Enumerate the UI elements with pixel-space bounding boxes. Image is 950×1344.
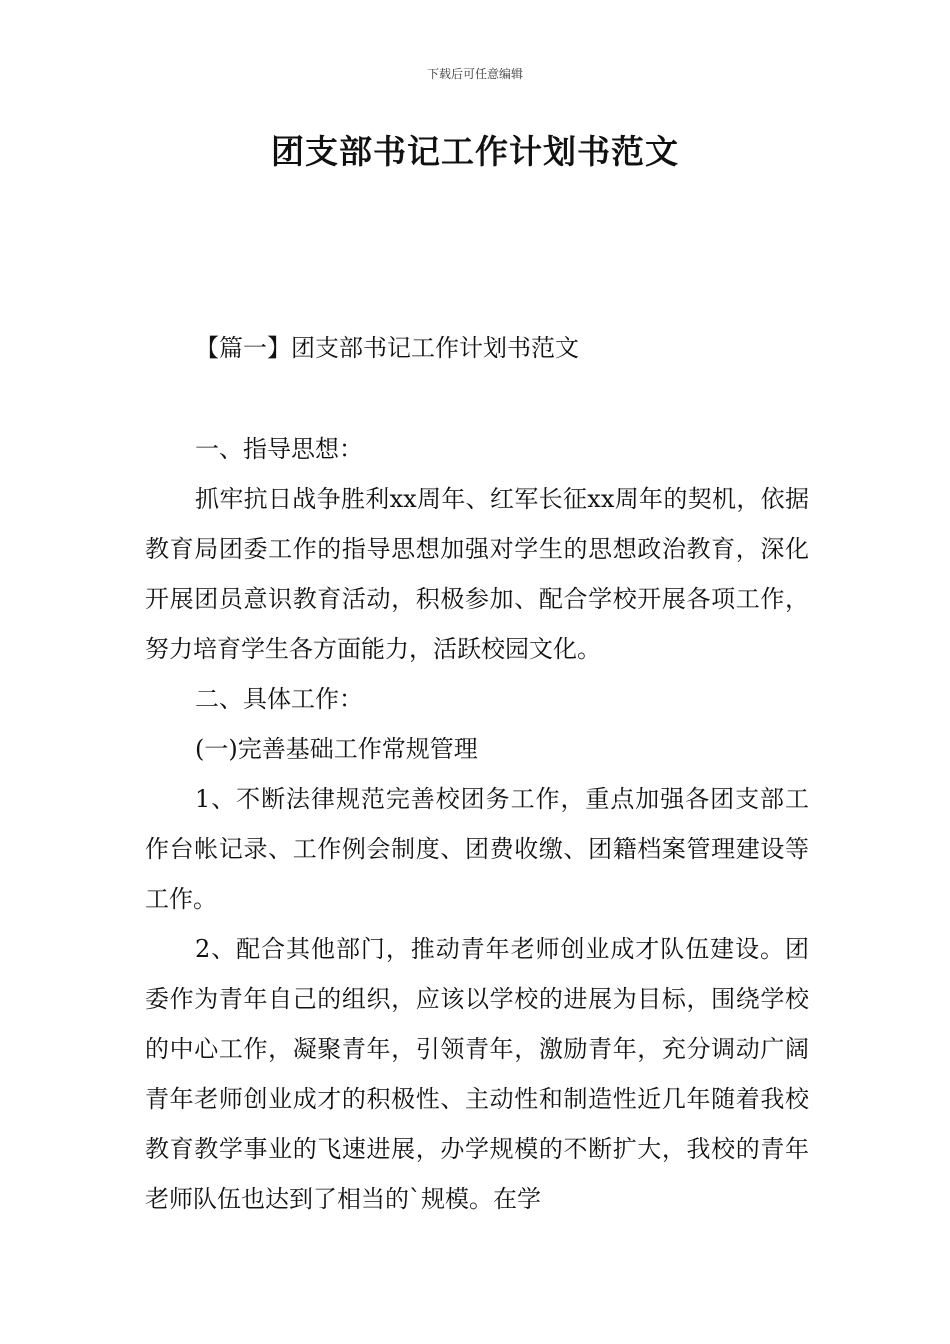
document-body (145, 424, 809, 1224)
section-heading: 【篇一】团支部书记工作计划书范文 (195, 334, 579, 362)
header-note: 下载后可任意编辑 (426, 67, 523, 81)
heading-guiding-thought: 一、指导思想： (195, 435, 363, 463)
document-title: 团支部书记工作计划书范文 (271, 132, 679, 171)
paragraph-item-1: 1、不断法律规范完善校团务工作，重点加强各团支部工作台帐记录、工作例会制度、团费收缴、团籍档案管理建设等工作。 (145, 785, 809, 913)
subheading-basic-work: (一)完善基础工作常规管理 (195, 735, 478, 763)
paragraph-guiding-thought: 抓牢抗日战争胜利xx周年、红军长征xx周年的契机，依据教育局团委工作的指导思想加强对学生的思想政治教育，深化开展团员意识教育活动，积极参加、配合学校开展各项工作，努力培育学生各方面能力，活跃校园文化。 (145, 485, 809, 663)
paragraph-item-2: 2、配合其他部门，推动青年老师创业成才队伍建设。团委作为青年自己的组织，应该以学校的进展为目标，围绕学校的中心工作，凝聚青年，引领青年，激励青年，充分调动广阔青年老师创业成才的积极性、主动性和制造性近几年随着我校教育教学事业的飞速进展，办学规模的不断扩大，我校的青年老师队伍也达到了相当的`规模。在学 (145, 935, 809, 1213)
heading-specific-work: 二、具体工作： (195, 685, 363, 713)
